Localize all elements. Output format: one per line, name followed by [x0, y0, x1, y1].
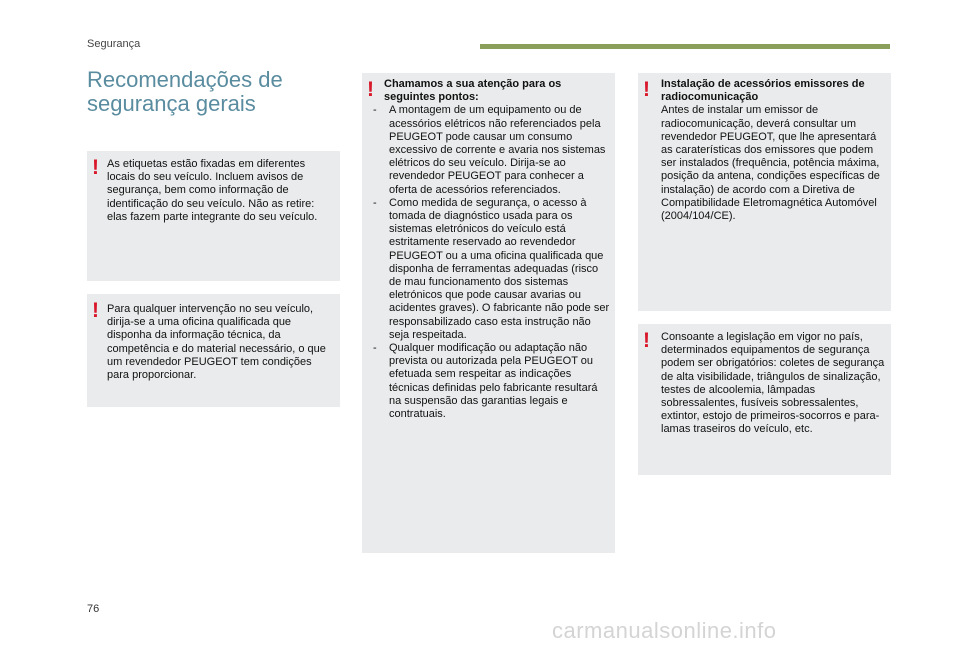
header-rule — [480, 44, 890, 49]
section-label: Segurança — [87, 38, 141, 50]
list-item: - A montagem de um equipamento ou de acessórios elétricos não referenciados pela PEUGEOT pode causar um consumo excessivo de corrente e avaria nos sistemas elétricos do seu veículo. Dirija-se ao revendedor PEUGEOT para conhecer a oferta de acessórios referenciados. — [370, 104, 611, 196]
warning-icon: ! — [92, 156, 99, 179]
title-line-1: Recomendações de — [87, 67, 283, 92]
servicing-paragraph: Para qualquer intervenção no seu veículo, dirija-se a uma oficina qualificada que disponha da informação técnica, da competência e do material necessário, o que um revendedor PEUGEOT tem condições para proporcionar. — [107, 303, 326, 382]
warning-text-labels — [107, 158, 335, 224]
labels-paragraph: As etiquetas estão fixadas em diferentes locais do seu veículo. Incluem avisos de segurança, bem como informação de identificação do seu veículo. Não as retire: elas fazem parte integrante do seu veículo. — [107, 158, 318, 223]
warning-icon: ! — [643, 329, 650, 352]
radio-heading: Instalação de acessórios emissores de radiocomunicação — [661, 78, 865, 104]
warning-text-equipment — [661, 331, 888, 437]
warning-icon: ! — [643, 78, 650, 101]
equipment-paragraph: Consoante a legislação em vigor no país, determinados equipamentos de segurança podem ser obrigatórios: coletes de segurança de alta visibilidade, triângulos de sinalização, testes de alcoolemia, lâmpadas sobressalentes, fusíveis sobressalentes, extintor, estojo de primeiros-socorros e para-lamas traseiros do veículo, etc. — [661, 331, 885, 436]
radio-paragraph: Antes de instalar um emissor de radiocomunicação, deverá consultar um revendedor PEUGEOT, que lhe apresentará as caraterísticas dos emissores que podem ser instalados (frequência, potência máxima, posição da antena, condições específicas de instalação) de acordo com a Diretiva de Compatibilidade Eletromagnética Automóvel (2004/104/CE). — [661, 104, 880, 223]
watermark: carmanualsonline.info — [552, 618, 777, 643]
warning-text-radio — [661, 78, 887, 223]
page-title — [87, 68, 347, 116]
warning-text-servicing — [107, 303, 335, 382]
page-number: 76 — [87, 603, 100, 615]
list-item: - Qualquer modificação ou adaptação não prevista ou autorizada pela PEUGEOT ou efetuada sem respeitar as indicações técnicas definidas pelo fabricante resultará na suspensão das garantias legais e contratuais. — [370, 342, 611, 421]
warning-icon: ! — [367, 78, 374, 101]
attention-list — [370, 104, 611, 421]
attention-heading: Chamamos a sua atenção para os seguintes pontos: — [384, 78, 562, 104]
title-line-2: segurança gerais — [87, 91, 256, 116]
warning-icon: ! — [92, 299, 99, 322]
warning-text-attention — [384, 78, 611, 421]
list-item: - Como medida de segurança, o acesso à tomada de diagnóstico usada para os sistemas eletrónicos do veículo está estritamente reservado ao revendedor PEUGEOT ou a uma oficina qualificada que disponha de ferramentas adequadas (risco de mau funcionamento dos sistemas eletrónicos que pode causar avarias ou acidentes graves). O fabricante não pode ser responsabilizado caso esta instrução não seja respeitada. — [370, 197, 611, 342]
